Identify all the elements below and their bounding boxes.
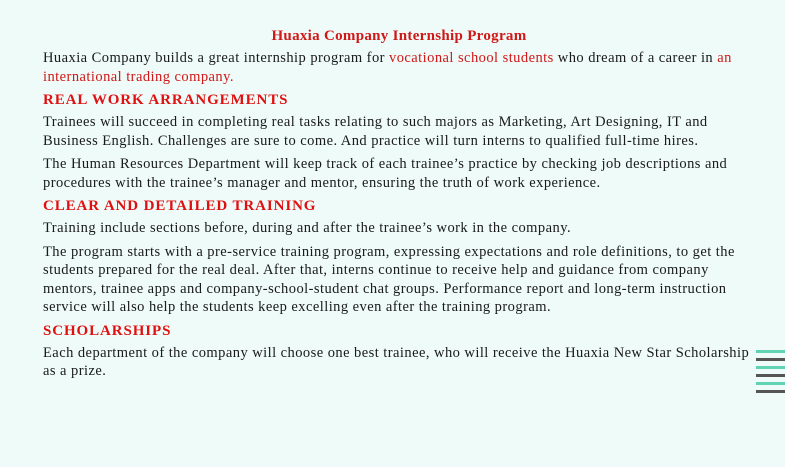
stripe [756,350,785,353]
intro-highlight-students: vocational school students [389,50,554,66]
intro-highlight-company: an international trading company. [43,50,732,85]
section-paragraph: Training include sections before, during and after the trainee’s work in the company. [43,220,572,236]
intro-text-1: Huaxia Company builds a great internship program for [43,50,389,66]
section-paragraph: Each department of the company will choose one best trainee, who will receive the Huaxia New Star Scholarship as a prize. [43,344,750,379]
section-heading-real-work: REAL WORK ARRANGEMENTS [43,92,289,108]
stripe [756,366,785,369]
stripe [756,390,785,393]
document [43,28,755,386]
section-paragraph: Trainees will succeed in completing real tasks relating to such majors as Marketing, Art Designing, IT and Business English. Challenges are sure to come. And practice will turn interns to qualified full-time hires. [43,114,708,149]
intro-paragraph [43,49,755,86]
intro-text-2: who dream of a career in [553,50,718,66]
section-paragraph: The program starts with a pre-service training program, expressing expectations and role definitions, to get the students prepared for the real deal. After that, interns continue to receive help and guidance from company mentors, trainee apps and company-school-student chat groups. Performance report and long-term instruction service will also help the students keep excelling even after the training program. [43,243,735,315]
section-heading-scholarships: SCHOLARSHIPS [43,322,172,339]
section-heading-training: CLEAR AND DETAILED TRAINING [43,198,317,214]
section-paragraph: The Human Resources Department will keep track of each trainee’s practice by checking job descriptions and procedures with the trainee’s manager and mentor, ensuring the truth of work experience. [43,156,728,191]
stripe [756,358,785,361]
stripe [756,374,785,377]
page-title: Huaxia Company Internship Program [271,28,527,44]
stripe [756,382,785,385]
decorative-stripes [756,350,785,398]
